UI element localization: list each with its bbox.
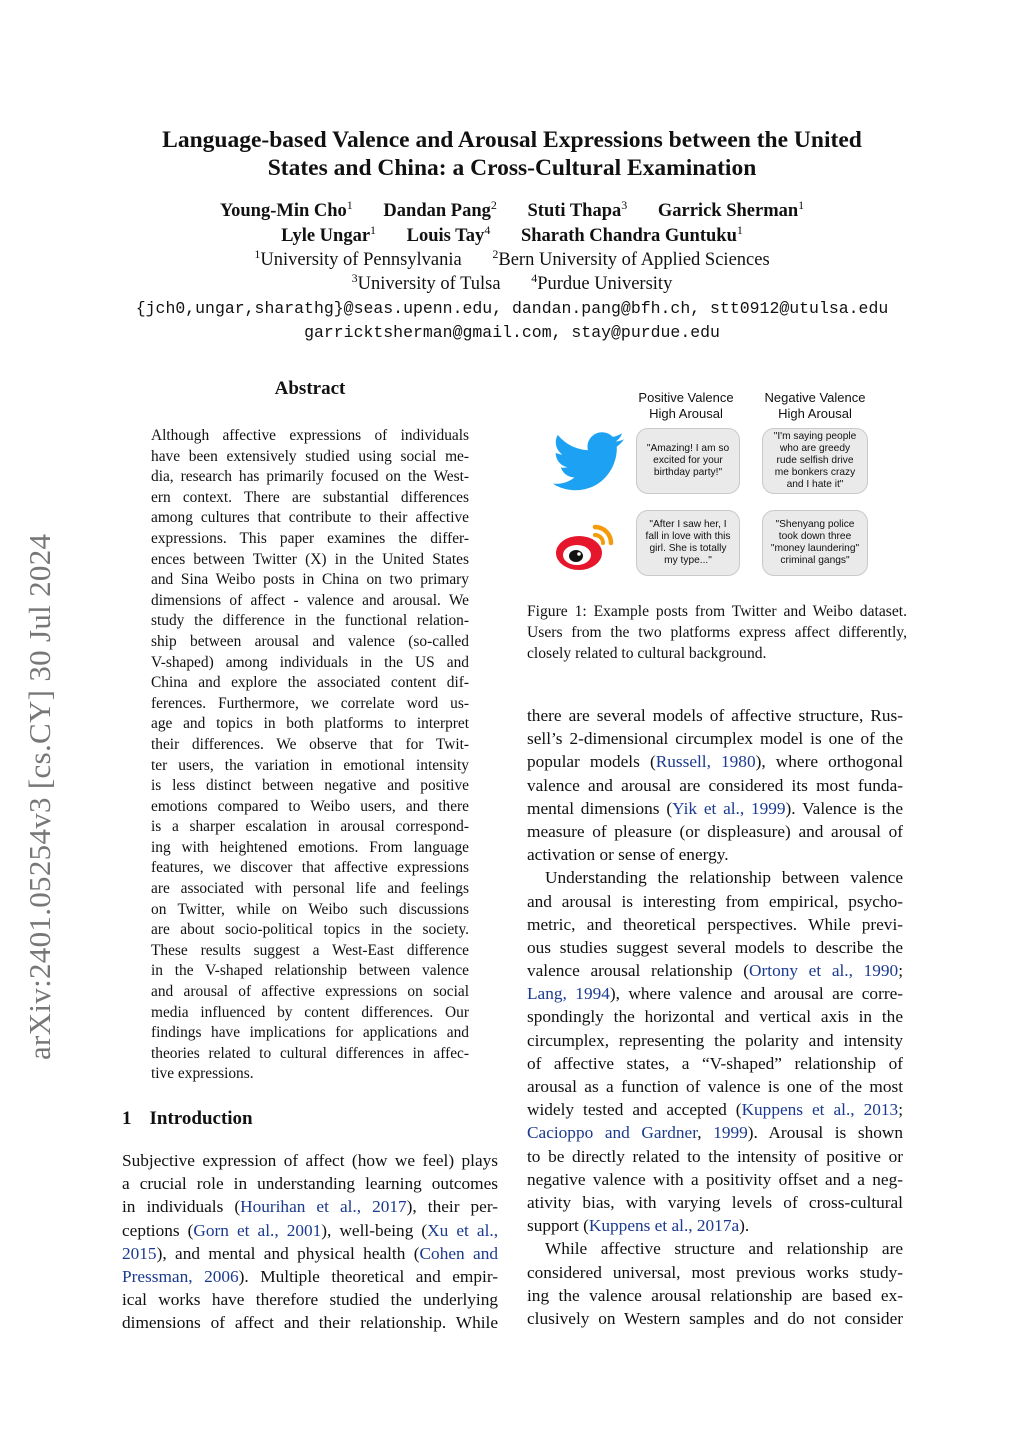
abstract-line: in the V-shaped relationship between valence	[151, 962, 469, 980]
text-line: measure of pleasure (or displeasure) and arousal of	[527, 821, 903, 841]
abstract-line: ferences. Furthermore, we correlate word us-	[151, 694, 469, 712]
text-line: a crucial role in understanding learning outcomes	[122, 1174, 498, 1194]
arxiv-identifier: arXiv:2401.05254v3 [cs.CY] 30 Jul 2024	[22, 533, 57, 1060]
citation-link[interactable]: 2015	[122, 1243, 157, 1263]
text: ,	[697, 1123, 714, 1143]
text-line: While affective structure and relationship are	[545, 1239, 903, 1259]
text: ;	[898, 961, 903, 981]
author-name: Dandan Pang	[383, 201, 491, 221]
text-line: activation or sense of energy.	[527, 845, 729, 865]
text: support (	[527, 1216, 589, 1236]
author-list-row-1	[100, 199, 924, 223]
text-line: arousal as a function of valence is one of the most	[527, 1077, 903, 1096]
text-line: and arousal is interesting from empirical, psycho-	[527, 891, 903, 911]
text: widely tested and accepted (	[527, 1100, 742, 1120]
text-line: spondingly the horizontal and vertical axis in the	[527, 1007, 903, 1027]
affil-marker: 1	[346, 197, 353, 212]
abstract-body	[151, 426, 469, 1085]
text: popular models (	[527, 752, 656, 772]
text-line: ous studies suggest several models to describe the	[527, 937, 903, 957]
text-line: sell’s 2-dimensional circumplex model is one of the	[527, 729, 903, 749]
citation-link[interactable]: Pressman, 2006	[122, 1266, 239, 1286]
text-line	[527, 959, 903, 982]
abstract-line: expressions. This paper examines the differ-	[151, 529, 469, 547]
text-line: ical works have therefore studied the underlying	[122, 1290, 498, 1310]
abstract-line: is less distinct between negative and positive	[151, 777, 469, 795]
affiliation: University of Pennsylvania	[260, 250, 462, 270]
abstract-line: media influenced by content differences. Our	[151, 1003, 469, 1021]
citation-link[interactable]: Cohen and	[419, 1243, 498, 1263]
citation-link[interactable]: Xu et al.,	[427, 1220, 499, 1240]
citation-link[interactable]: Ortony et al., 1990	[749, 961, 899, 981]
abstract-line: ship between arousal and valence (so-called	[151, 632, 469, 650]
affiliations-row-1	[100, 248, 924, 272]
text-line: Subjective expression of affect (how we feel) plays	[122, 1151, 498, 1170]
text-line	[122, 1195, 498, 1218]
affil-marker: 4	[531, 270, 538, 285]
abstract-line: among cultures that contribute to their affective	[151, 509, 469, 527]
abstract-line: their differences. We observe that for Twit-	[151, 735, 469, 753]
citation-link[interactable]: Hourihan et al., 2017	[240, 1197, 407, 1217]
figure-header-line: Negative Valence	[764, 390, 866, 405]
text-line: valence and arousal are considered its most funda-	[527, 775, 903, 795]
text-line: considered universal, most previous works study-	[527, 1262, 903, 1282]
abstract-line: China and explore the associated content dif-	[151, 674, 469, 692]
text-line	[527, 797, 903, 820]
author-name: Young-Min Cho	[219, 201, 347, 221]
figure-header-line: High Arousal	[649, 406, 723, 421]
intro-right-column	[527, 704, 903, 1330]
author-list-row-2	[100, 224, 924, 248]
affil-marker: 1	[370, 222, 377, 237]
text: valence arousal relationship (	[527, 961, 750, 981]
abstract-heading: Abstract	[274, 378, 346, 399]
citation-link[interactable]: Yik et al., 1999	[672, 798, 786, 818]
section-number: 1	[122, 1108, 132, 1129]
figure-column-header-negative	[749, 390, 881, 422]
text: in individuals (	[122, 1197, 241, 1217]
abstract-line: emotions compared to Weibo users, and there	[151, 797, 469, 815]
abstract-line: and Sina Weibo posts in China on two primary	[151, 571, 469, 589]
affil-marker: 1	[798, 197, 805, 212]
caption-line: Figure 1: Example posts from Twitter and Weibo dataset.	[527, 603, 907, 620]
text: ), well-being (	[321, 1220, 428, 1240]
author-name: Garrick Sherman	[657, 201, 799, 221]
abstract-line: are associated with personal life and feelings	[151, 880, 469, 898]
figure-caption	[527, 602, 907, 664]
weibo-negative-post: "Shenyang police took down three "money laundering" criminal gangs"	[762, 510, 868, 576]
abstract-line: features, we discover that affective expressions	[151, 859, 469, 877]
text: ), where orthogonal	[755, 752, 903, 772]
abstract-line: ences between Twitter (X) in the United States	[151, 550, 469, 568]
author-name: Stuti Thapa	[527, 201, 622, 221]
figure-column-header-positive	[620, 390, 752, 422]
text-line: there are several models of affective structure, Rus-	[527, 706, 903, 725]
caption-line: closely related to cultural background.	[527, 644, 767, 662]
text-line	[527, 1121, 903, 1144]
text-line: Understanding the relationship between valence	[545, 868, 903, 888]
author-name: Sharath Chandra Guntuku	[520, 226, 737, 246]
twitter-negative-post: "I'm saying people who are greedy rude selfish drive me bonkers crazy and I hate it"	[762, 428, 868, 494]
affiliation: University of Tulsa	[357, 274, 501, 294]
affiliation: Purdue University	[537, 274, 673, 294]
author-name: Lyle Ungar	[281, 226, 371, 246]
abstract-line: V-shaped) among individuals in the US and	[151, 653, 469, 671]
affil-marker: 2	[492, 246, 499, 261]
citation-link[interactable]: Cacioppo and Gardner	[527, 1123, 698, 1143]
text: ), and mental and physical health (	[156, 1243, 420, 1263]
abstract-line: theories related to cultural differences in affec-	[151, 1044, 469, 1062]
affil-marker: 2	[490, 197, 497, 212]
affiliation: Bern University of Applied Sciences	[498, 250, 770, 270]
abstract-line: findings have implications for applications and	[151, 1024, 469, 1042]
text-line: circumplex, representing the polarity and intensity	[527, 1030, 903, 1050]
intro-left-column	[122, 1149, 498, 1335]
author-name: Louis Tay	[406, 226, 485, 246]
text-line: ativity bias, with varying levels of cross-cultural	[527, 1192, 903, 1212]
abstract-line: dia, research has primarily focused on the West-	[151, 468, 469, 486]
abstract-line: and arousal of affective expressions on social	[151, 983, 469, 1001]
text: ), their per-	[406, 1197, 498, 1217]
text: ).	[739, 1216, 750, 1236]
text-line: clusively on Western samples and do not consider	[527, 1308, 903, 1328]
text-line	[527, 1098, 903, 1121]
section-title: Introduction	[149, 1108, 253, 1129]
twitter-positive-post: "Amazing! I am so excited for your birthday party!"	[636, 428, 740, 494]
author-emails-1: {jch0,ungar,sharathg}@seas.upenn.edu, dandan.pang@bfh.ch, stt0912@utulsa.edu	[135, 299, 889, 318]
citation-link[interactable]: Russell, 1980	[655, 752, 756, 772]
text-line: ing the valence arousal relationship are based ex-	[527, 1285, 903, 1305]
weibo-positive-post: "After I saw her, I fall in love with this girl. She is totally my type..."	[636, 510, 740, 576]
affil-marker: 1	[736, 222, 743, 237]
abstract-line: have been extensively studied using social me-	[151, 447, 469, 465]
section-heading-introduction	[122, 1108, 253, 1130]
citation-link[interactable]: Gorn et al., 2001	[193, 1220, 322, 1240]
affil-marker: 4	[484, 222, 491, 237]
abstract-line: age and topics in both platforms to interpret	[151, 715, 469, 733]
citation-link[interactable]: Lang, 1994	[527, 984, 610, 1004]
abstract-line: are about socio-political topics in the society.	[151, 921, 469, 939]
text-line	[122, 1265, 498, 1288]
affil-marker: 3	[351, 270, 358, 285]
citation-link[interactable]: 1999	[713, 1123, 748, 1143]
text-line	[122, 1219, 498, 1242]
abstract-line: study the difference in the functional relation-	[151, 612, 469, 630]
title-line-2: States and China: a Cross-Cultural Examination	[267, 155, 757, 181]
abstract-line: on Twitter, while on Weibo such discussions	[151, 900, 469, 918]
twitter-bird-icon	[553, 432, 625, 492]
abstract-line: tive expressions.	[151, 1065, 254, 1083]
text: ;	[898, 1100, 904, 1120]
weibo-logo-icon	[555, 515, 617, 573]
text-line: dimensions of affect and their relationship. While	[122, 1313, 498, 1333]
figure-header-line: High Arousal	[778, 406, 852, 421]
abstract-line: ing with heightened emotions. From language	[151, 838, 469, 856]
figure-header-line: Positive Valence	[638, 390, 734, 405]
text: ). Arousal is shown	[747, 1123, 903, 1143]
text: ). Valence is the	[785, 798, 903, 818]
text: ceptions (	[122, 1220, 194, 1240]
affil-marker: 3	[621, 197, 628, 212]
text: ). Multiple theoretical and empir-	[238, 1266, 498, 1286]
text: ), where valence and arousal are corre-	[609, 984, 903, 1004]
abstract-line: dimensions of affect - valence and arousal. We	[151, 591, 469, 609]
text-line: to be directly related to the intensity of positive or	[527, 1146, 903, 1166]
author-emails-2: garricktsherman@gmail.com, stay@purdue.edu	[304, 323, 720, 342]
caption-line: Users from the two platforms express affect differently,	[527, 623, 907, 641]
text: mental dimensions (	[527, 798, 673, 818]
paper-title	[100, 126, 924, 182]
text-line	[527, 982, 903, 1005]
text-line: of affective states, a “V-shaped” relationship of	[527, 1053, 903, 1073]
text-line	[122, 1242, 498, 1265]
text-line	[527, 750, 903, 773]
text-line	[527, 1214, 903, 1237]
affiliations-row-2	[100, 272, 924, 296]
abstract-line: These results suggest a West-East difference	[151, 941, 469, 959]
text-line: negative valence with a positivity offset and a neg-	[527, 1169, 903, 1189]
citation-link[interactable]: Kuppens et al., 2017a	[588, 1216, 740, 1236]
abstract-line: ern context. There are substantial differences	[151, 488, 469, 506]
abstract-line: is a sharper escalation in arousal correspond-	[151, 818, 469, 836]
text-line: metric, and theoretical perspectives. While previ-	[527, 914, 903, 934]
citation-link[interactable]: Kuppens et al., 2013	[741, 1100, 899, 1120]
title-line-1: Language-based Valence and Arousal Expressions between the United	[162, 127, 862, 153]
abstract-line: ter users, the variation in emotional intensity	[151, 756, 469, 774]
abstract-line: Although affective expressions of individuals	[151, 427, 469, 444]
affil-marker: 1	[254, 246, 261, 261]
